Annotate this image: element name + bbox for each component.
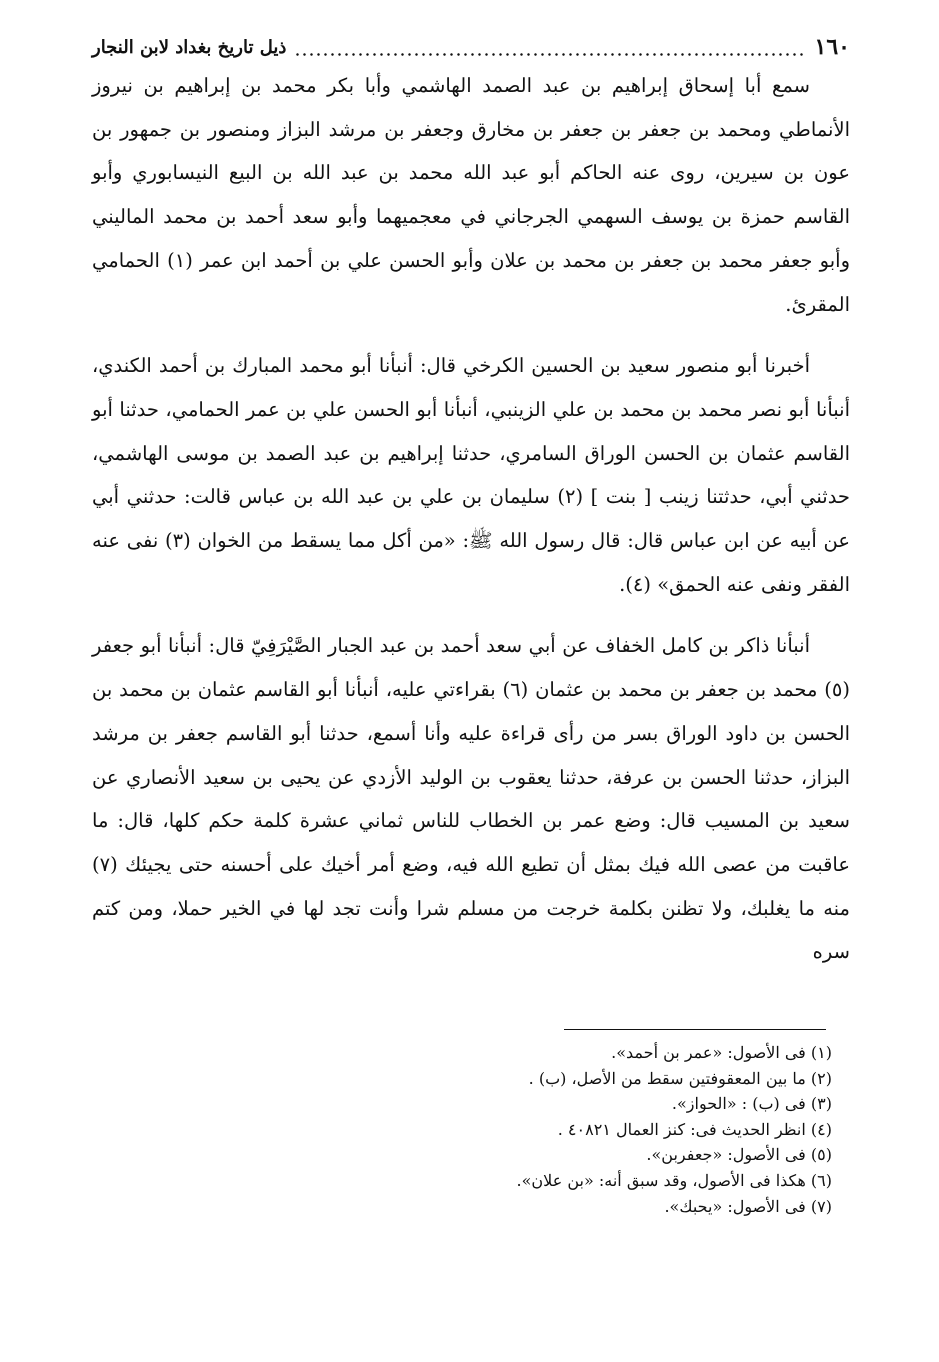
footnote: (٥) فى الأصول: «جعفربن».	[646, 1145, 832, 1165]
footnote: (٢) ما بين المعقوفتين سقط من الأصل، (ب) .	[528, 1068, 832, 1088]
paragraph: سمع أبا إسحاق إبراهيم بن عبد الصمد الهاشمي وأبا بكر محمد بن إبراهيم بن نيروز الأنماطي ومحمد بن جعفر بن جعفر بن مخارق وجعفر بن مرشد البزاز ومنصور بن جمهور بن عون بن سيرين، روى عنه الحاكم أبو عبد الله محمد بن عبد الله بن البيع النيسابوري وأبو القاسم حمزة بن يوسف السهمي الجرجاني في معجميهما وأبو سعد أحمد بن محمد الماليني وأبو جعفر محمد بن جعفر بن محمد بن علان وأبو الحسن علي بن أحمد ابن عمر (١) الحمامي المقرئ.	[92, 74, 850, 316]
footnote-separator	[564, 1029, 826, 1030]
main-text	[92, 64, 850, 974]
running-title: ذيل تاريخ بغداد لابن النجار	[92, 36, 287, 58]
page-header	[92, 34, 850, 60]
footnote: (١) فى الأصول: «عمر بن أحمد».	[611, 1043, 832, 1062]
footnote: (٧) فى الأصول: «يحبك».	[664, 1196, 832, 1216]
paragraph: أخبرنا أبو منصور سعيد بن الحسين الكرخي قال: أنبأنا أبو محمد المبارك بن أحمد الكندي، أنبأنا أبو نصر محمد بن محمد بن علي الزينبي، أنبأنا أبو الحسن علي بن عمر الحمامي، حدثنا أبو القاسم عثمان بن الحسن الوراق السامري، حدثنا إبراهيم بن عبد الصمد بن موسى الهاشمي، حدثني أبي، حدثتنا زينب [ بنت ] (٢) سليمان بن علي بن عبد الله بن عباس قالت: حدثني أبي عن أبيه عن ابن عباس قال: قال رسول الله ﷺ: «من أكل مما يسقط من الخوان (٣) نفى عنه الفقر ونفى عنه الحمق» (٤).	[92, 354, 851, 596]
page-number: ١٦٠	[814, 34, 850, 60]
footnotes	[392, 1040, 832, 1219]
footnote: (٦) هكذا فى الأصول، وقد سبق أنه: «بن علان».	[516, 1170, 832, 1190]
header-dot-leader	[294, 53, 806, 56]
paragraph: أنبأنا ذاكر بن كامل الخفاف عن أبي سعد أحمد بن عبد الجبار الصَّيْرَفِيّ قال: أنبأنا أبو جعفر (٥) محمد بن جعفر بن محمد بن عثمان (٦) بقراءتي عليه، أنبأنا أبو القاسم عثمان بن محمد بن الحسن بن داود الوراق بسر من رأى قراءة عليه وأنا أسمع، حدثنا أبو القاسم جعفر بن مرشد البزاز، حدثنا الحسن بن عرفة، حدثنا يعقوب بن الوليد الأزدي عن يحيى بن سعيد الأنصاري عن سعيد بن المسيب قال: وضع عمر بن الخطاب للناس ثماني عشرة كلمة حكم كلها، قال: ما عاقبت من عصى الله فيك بمثل أن تطيع الله فيه، وضع أمر أخيك على أحسنه حتى يجيئك (٧) منه ما يغلبك، ولا تظنن بكلمة خرجت من مسلم شرا وأنت تجد لها في الخير حملا، ومن كتم سره	[92, 634, 850, 964]
footnote: (٣) فى (ب) : «الحواز».	[671, 1094, 832, 1114]
footnote: (٤) انظر الحديث فى: كنز العمال ٤٠٨٢١ .	[557, 1119, 832, 1139]
